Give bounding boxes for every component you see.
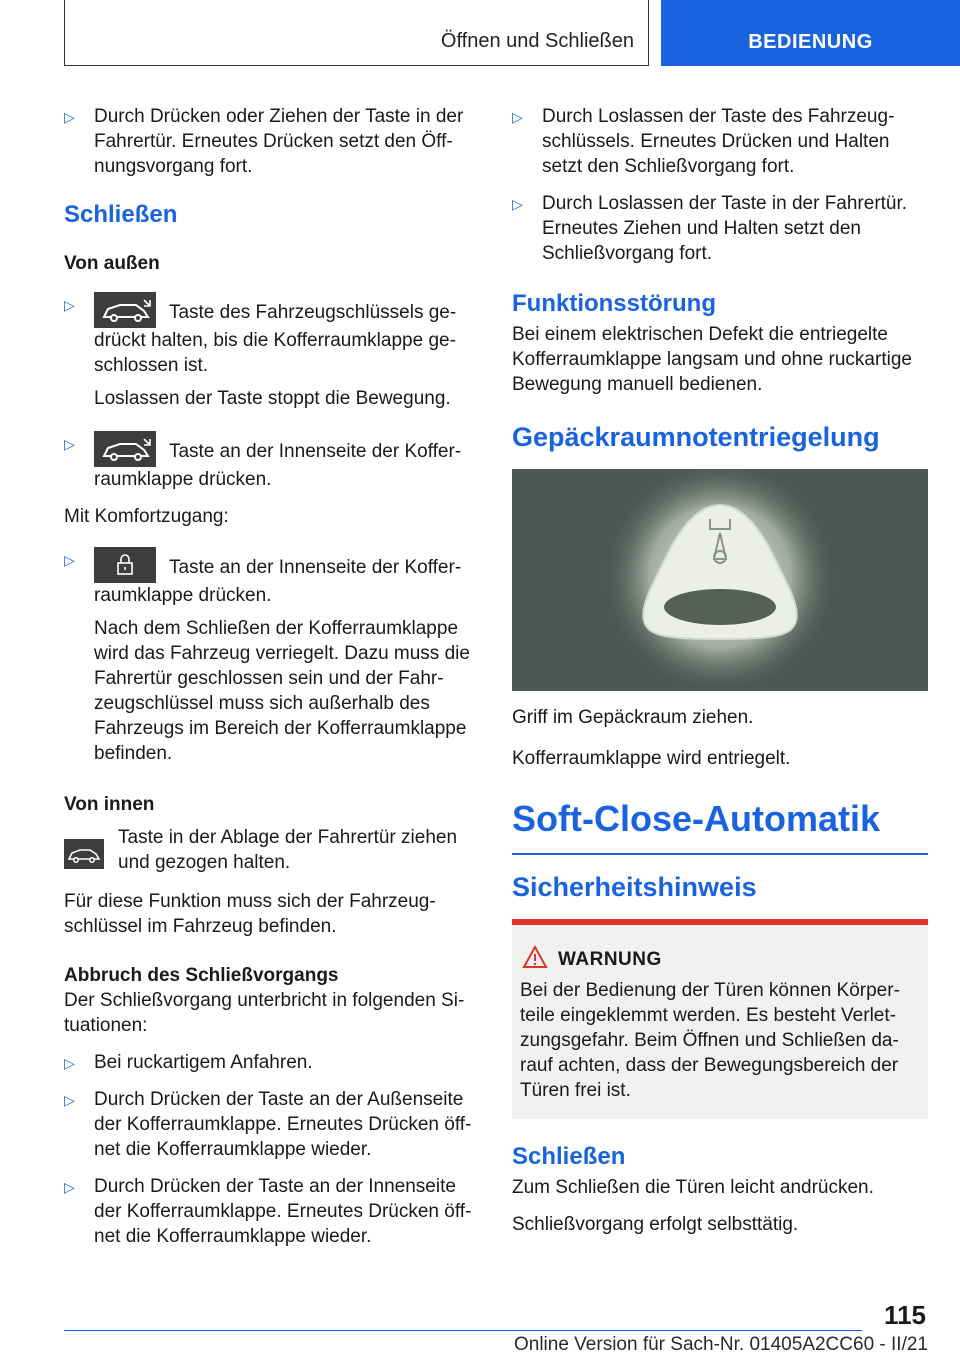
left-column: ▷ Durch Drücken oder Ziehen der Taste in der Fahrertür. Erneutes Drücken setzt den Öffnungsvorgang fort. Schließen Von außen ▷ Taste des Fahrzeugschlüssels gedrückt halten, bis die Kofferraumklappe geschlossen ist. Loslassen der Taste stoppt die Bewegung. ▷ Taste an der Innenseite der Kofferraumklappe drücken. Mit Komfortzugang: ▷ Taste an der Innenseite der Kofferraumklappe drücken. Nach dem Schließen der Kofferraumklappe wird das Fahrzeug verriegelt. Dazu muss die Fahrertür geschlossen sein und der Fahrzeugschlüssel muss sich außerhalb des Fahrzeugs im Bereich der Kofferraumklappe befinden. Von innen Taste in der Ablage der Fahrertür ziehen und gezogen halten. Für diese Funktion muss sich der Fahrzeugschlüssel im Fahrzeug befinden. Abbruch des Schließvorgangs Der Schließvorgang unterbricht in folgenden Situationen: ▷ Bei ruckartigem Anfahren. ▷ Durch Drücken der Taste an der Außenseite der Kofferraumklappe. Erneutes Drücken öffnet die Kofferraumklappe wieder. ▷ Durch Drücken der Taste an der Innenseite der Kofferraumklappe. Erneutes Drücken öffnet die Kofferraumklappe wieder. (64, 104, 480, 1261)
heading-von-aussen: Von außen (64, 253, 160, 274)
list-item: ▷ Durch Drücken der Taste an der Außenseite der Kofferraumklappe. Erneutes Drücken öffnet die Kofferraumklappe wieder. (64, 1087, 480, 1162)
heading-abbruch: Abbruch des Schließvorgangs (64, 965, 339, 986)
heading-soft-close: Soft-Close-Automatik (512, 798, 880, 839)
bullet-triangle-icon (64, 1177, 75, 1197)
warning-text: Bei der Bedienung der Türen können Körperteile eingeklemmt werden. Es besteht Verletzungsgefahr. Beim Öffnen und Schließen darauf achten, dass der Bewegungsbereich der Türen frei ist. (520, 980, 900, 1101)
heading-schliessen: Schließen (64, 201, 178, 228)
warning-triangle-icon (522, 945, 548, 969)
bullet-triangle-icon (64, 107, 75, 127)
bullet-triangle-icon (64, 434, 75, 454)
page-number: 115 (884, 1300, 926, 1330)
heading-rule (512, 853, 928, 855)
list-item: ▷ Taste an der Innenseite der Kofferraumklappe drücken. (64, 431, 480, 492)
tailgate-key-icon (94, 292, 156, 328)
list-item: ▷ Bei ruckartigem Anfahren. (64, 1050, 480, 1075)
list-item: ▷ Taste an der Innenseite der Kofferraumklappe drücken. Nach dem Schließen der Kofferraumklappe wird das Fahrzeug verriegelt. Dazu muss die Fahrertür geschlossen sein und der Fahrzeugschlüssel muss sich außerhalb des Fahrzeugs im Bereich der Kofferraumklappe befinden. (64, 547, 480, 766)
header-section-title: Öffnen und Schließen (440, 30, 634, 52)
bullet-triangle-icon (64, 1090, 75, 1110)
list-item: ▷ Durch Drücken oder Ziehen der Taste in der Fahrertür. Erneutes Drücken setzt den Öffnungsvorgang fort. (64, 104, 480, 179)
list-item: ▷ Taste des Fahrzeugschlüssels gedrückt halten, bis die Kofferraumklappe geschlossen ist. Loslassen der Taste stoppt die Bewegung. (64, 292, 480, 411)
heading-von-innen: Von innen (64, 794, 155, 815)
header-chapter-title: BEDIENUNG (748, 31, 873, 53)
tailgate-close-button-icon (94, 431, 156, 467)
right-column: ▷ Durch Loslassen der Taste des Fahrzeugschlüssels. Erneutes Drücken und Halten setzt den Schließvorgang fort. ▷ Durch Loslassen der Taste in der Fahrertür. Erneutes Ziehen und Halten setzt den Schließvorgang fort. Funktionsstörung Bei einem elektrischen Defekt die entriegelte Kofferraumklappe langsam und ohne ruckartige Bewegung manuell bedienen. Gepäckraumnotentriegelung Griff im Gepäckraum ziehen. Kofferraumklappe wird entriegelt. Soft-Close-Automatik Sicherheitshinweis WARNUNG Bei der Bedienung der Türen können Körperteile eingeklemmt werden. Es besteht Verletzungsgefahr. Beim Öffnen und Schließen darauf achten, dass der Bewegungsbereich der Türen frei ist. Schließen Zum Schließen die Türen leicht andrücken. Schließvorgang erfolgt selbsttätig. (512, 104, 928, 1249)
bullet-triangle-icon (64, 1053, 75, 1073)
header-chapter-tab (661, 0, 960, 66)
heading-schliessen-2: Schließen (512, 1143, 626, 1170)
list-item: ▷ Durch Loslassen der Taste des Fahrzeugschlüssels. Erneutes Drücken und Halten setzt den Schließvorgang fort. (512, 104, 928, 179)
bullet-triangle-icon (64, 295, 75, 315)
footer-rule (64, 1330, 862, 1331)
header-section-box (64, 0, 649, 66)
door-button-car-icon (64, 839, 104, 869)
heading-notentriegelung: Gepäckraumnotentriegelung (512, 422, 880, 452)
bullet-triangle-icon (512, 107, 523, 127)
list-item: ▷ Durch Drücken der Taste an der Innenseite der Kofferraumklappe. Erneutes Drücken öffnet die Kofferraumklappe wieder. (64, 1174, 480, 1249)
komfort-label: Mit Komfortzugang: (64, 506, 229, 527)
footer-online-version: Online Version für Sach-Nr. 01405A2CC60 - II/21 (513, 1334, 928, 1355)
bullet-triangle-icon (512, 194, 523, 214)
emergency-release-handle-image (512, 469, 928, 691)
lock-icon (94, 547, 156, 583)
warning-box (512, 919, 928, 1119)
heading-sicherheitshinweis: Sicherheitshinweis (512, 872, 757, 902)
innen-block: Taste in der Ablage der Fahrertür ziehen und gezogen halten. (64, 825, 480, 875)
bullet-triangle-icon (64, 550, 75, 570)
list-item: ▷ Durch Loslassen der Taste in der Fahrertür. Erneutes Ziehen und Halten setzt den Schließvorgang fort. (512, 191, 928, 266)
warning-title: WARNUNG (520, 947, 920, 972)
heading-funktionsstoerung: Funktionsstörung (512, 290, 716, 317)
